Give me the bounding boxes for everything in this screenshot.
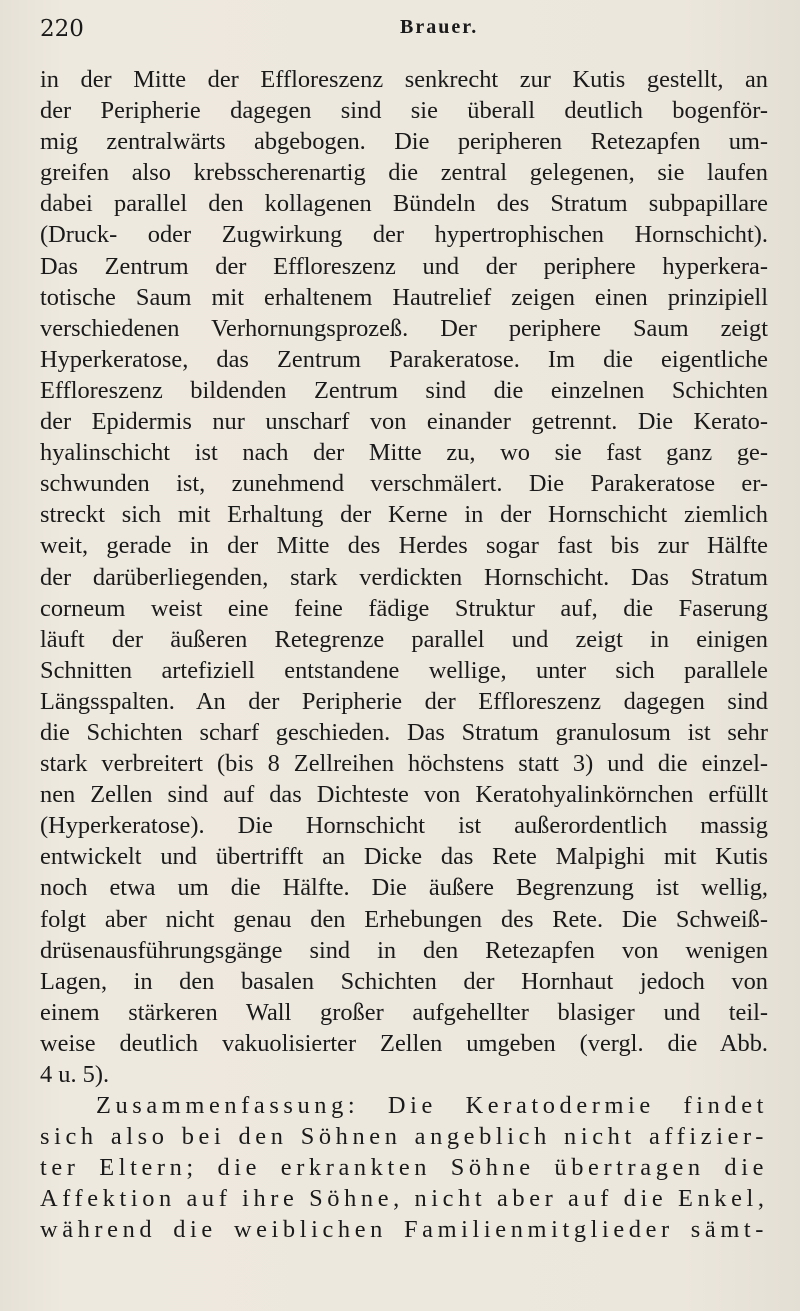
text-line: weit, gerade in der Mitte des Herdes sogar fast bis zur Hälfte xyxy=(40,532,768,560)
text-line: verschiedenen Verhornungsprozeß. Der periphere Saum zeigt xyxy=(40,314,768,342)
text-line: mig zentralwärts abgebogen. Die peripheren Retezapfen um- xyxy=(40,128,768,156)
text-line: einem stärkeren Wall großer aufgehellter blasiger und teil- xyxy=(40,998,768,1026)
body-text xyxy=(40,64,768,1246)
text-line: schwunden ist, zunehmend verschmälert. Die Parakeratose er- xyxy=(40,470,768,498)
text-line: greifen also krebsscherenartig die zentral gelegenen, sie laufen xyxy=(40,159,768,187)
text-line: streckt sich mit Erhaltung der Kerne in der Hornschicht ziemlich xyxy=(40,501,768,529)
text-line: (Druck- oder Zugwirkung der hypertrophischen Hornschicht). xyxy=(40,221,768,249)
text-line: weise deutlich vakuolisierter Zellen umgeben (vergl. die Abb. xyxy=(40,1029,768,1057)
summary-line: Zusammenfassung: Die Keratodermie findet xyxy=(96,1092,768,1120)
text-line: corneum weist eine feine fädige Struktur auf, die Faserung xyxy=(40,594,768,622)
text-line: 4 u. 5). xyxy=(40,1061,110,1088)
summary-line: während die weiblichen Familienmitglieder sämt- xyxy=(40,1216,768,1244)
text-line: in der Mitte der Effloreszenz senkrecht zur Kutis gestellt, an xyxy=(40,66,768,93)
text-line: Das Zentrum der Effloreszenz und der periphere hyperkera- xyxy=(40,252,768,280)
text-line: totische Saum mit erhaltenem Hautrelief zeigen einen prinzipiell xyxy=(40,283,768,311)
text-line: hyalinschicht ist nach der Mitte zu, wo sie fast ganz ge- xyxy=(40,439,768,467)
text-line: der darüberliegenden, stark verdickten Hornschicht. Das Stratum xyxy=(40,563,768,591)
main-paragraph xyxy=(40,64,768,1090)
text-line: der Epidermis nur unscharf von einander getrennt. Die Kerato- xyxy=(40,408,768,436)
text-line: nen Zellen sind auf das Dichteste von Keratohyalinkörnchen erfüllt xyxy=(40,781,768,809)
text-line: Hyperkeratose, das Zentrum Parakeratose. Im die eigentliche xyxy=(40,345,768,373)
summary-paragraph xyxy=(40,1090,768,1245)
text-line: drüsenausführungsgänge sind in den Retezapfen von wenigen xyxy=(40,936,768,964)
text-line: die Schichten scharf geschieden. Das Stratum granulosum ist sehr xyxy=(40,718,768,746)
text-line: folgt aber nicht genau den Erhebungen des Rete. Die Schweiß- xyxy=(40,905,768,933)
summary-line: sich also bei den Söhnen angeblich nicht affizier- xyxy=(40,1123,768,1151)
summary-line: ter Eltern; die erkrankten Söhne übertragen die xyxy=(40,1154,768,1182)
text-line: Längsspalten. An der Peripherie der Effloreszenz dagegen sind xyxy=(40,687,768,715)
text-line: Effloreszenz bildenden Zentrum sind die einzelnen Schichten xyxy=(40,376,768,404)
text-line: läuft der äußeren Retegrenze parallel und zeigt in einigen xyxy=(40,625,768,653)
page-header xyxy=(40,12,770,48)
page-number: 220 xyxy=(40,16,84,42)
text-line: (Hyperkeratose). Die Hornschicht ist außerordentlich massig xyxy=(40,812,768,840)
text-line: der Peripherie dagegen sind sie überall deutlich bogenför- xyxy=(40,97,768,125)
text-line: noch etwa um die Hälfte. Die äußere Begrenzung ist wellig, xyxy=(40,874,768,902)
text-line: Lagen, in den basalen Schichten der Hornhaut jedoch von xyxy=(40,967,768,995)
text-line: dabei parallel den kollagenen Bündeln des Stratum subpapillare xyxy=(40,190,768,218)
running-head: Brauer. xyxy=(400,16,479,38)
text-line: entwickelt und übertrifft an Dicke das Rete Malpighi mit Kutis xyxy=(40,843,768,871)
text-line: Schnitten artefiziell entstandene wellige, unter sich parallele xyxy=(40,656,768,684)
text-line: stark verbreitert (bis 8 Zellreihen höchstens statt 3) und die einzel- xyxy=(40,750,768,778)
summary-line: Affektion auf ihre Söhne, nicht aber auf die Enkel, xyxy=(40,1185,769,1213)
